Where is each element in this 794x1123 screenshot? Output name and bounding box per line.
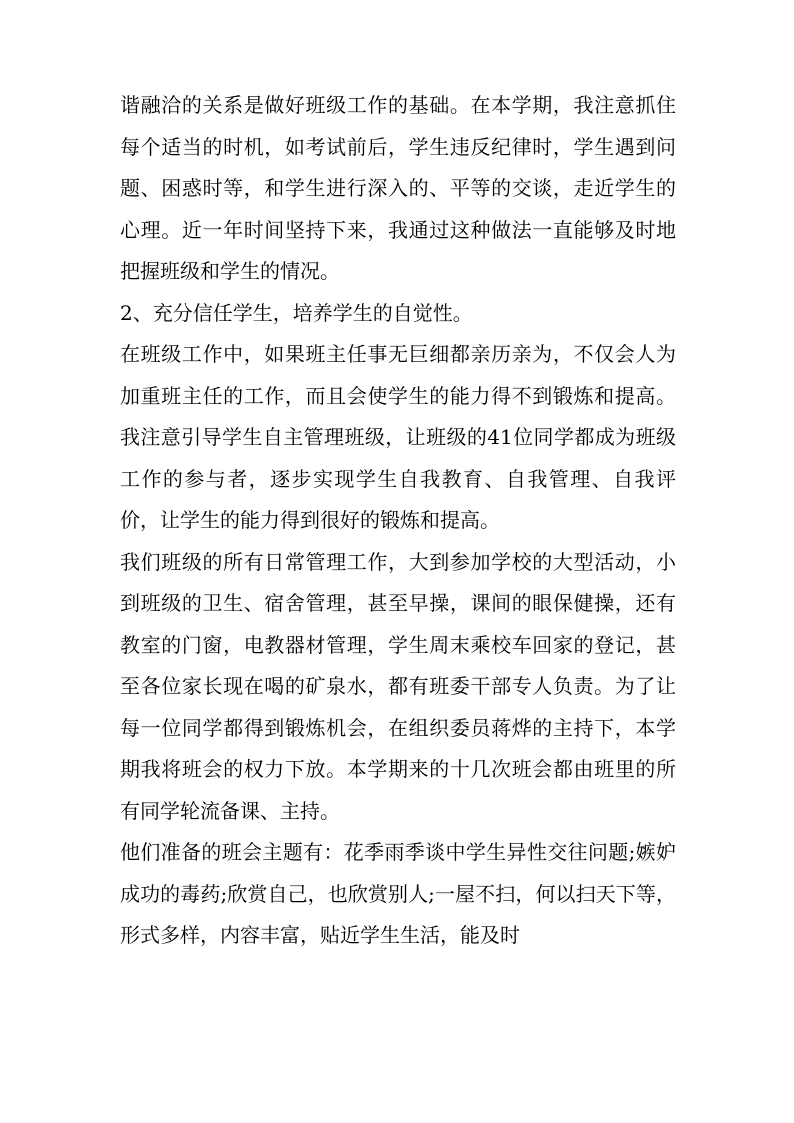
section-heading-trust-students: 2、充分信任学生，培养学生的自觉性。	[120, 300, 473, 325]
paragraph-relationship: 谐融洽的关系是做好班级工作的基础。在本学期，我注意抓住每个适当的时机，如考试前后，学生违反纪律时，学生遇到问题、困惑时等，和学生进行深入的、平等的交谈，走近学生的心理。近一年时间坚持下来，我通过这种做法一直能够及时地把握班级和学生的情况。	[120, 93, 676, 283]
paragraph-daily-management: 我们班级的所有日常管理工作，大到参加学校的大型活动，小到班级的卫生、宿舍管理，甚至早操，课间的眼保健操，还有教室的门窗，电教器材管理，学生周末乘校车回家的登记，甚至各位家长现在喝的矿泉水，都有班委干部专人负责。为了让每一位同学都得到锻炼机会，在组织委员蒋烨的主持下，本学期我将班会的权力下放。本学期来的十几次班会都由班里的所有同学轮流备课、主持。	[120, 549, 676, 823]
paragraph-class-meeting-topics: 他们准备的班会主题有：花季雨季谈中学生异性交往问题;嫉妒成功的毒药;欣赏自己，也欣赏别人;一屋不扫，何以扫天下等，形式多样，内容丰富，贴近学生生活，能及时	[120, 840, 676, 947]
paragraph-self-management: 在班级工作中，如果班主任事无巨细都亲历亲为，不仅会人为加重班主任的工作，而且会使学生的能力得不到锻炼和提高。我注意引导学生自主管理班级，让班级的41位同学都成为班级工作的参与者，逐步实现学生自我教育、自我管理、自我评价，让学生的能力得到很好的锻炼和提高。	[120, 342, 676, 532]
body-text	[120, 85, 676, 957]
